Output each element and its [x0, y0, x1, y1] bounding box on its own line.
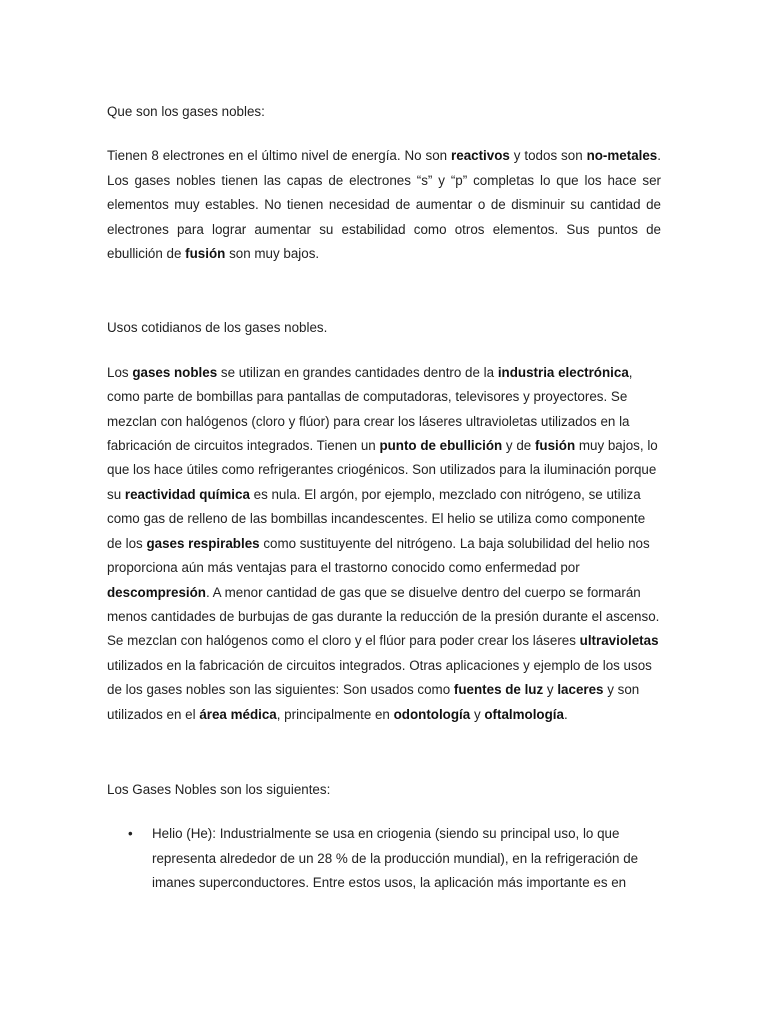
bold-term: odontología — [393, 706, 471, 722]
bold-term: fuentes de luz — [453, 682, 544, 698]
bold-term: gases respirables — [146, 535, 260, 551]
bold-term: fusión — [185, 246, 226, 262]
paragraph-noble-gases-definition: Tienen 8 electrones en el último nivel de energía. No son reactivos y todos son no-metales. Los gases nobles tienen las capas de electrones “s” y “p” completas lo que los hace ser elementos muy estables. No tienen necesidad de aumentar o de disminuir su cantidad de electrones para lograr aumentar su estabilidad como otros elementos. Sus puntos de ebullición de fusión son muy bajos. — [107, 148, 661, 262]
bold-term: industria electrónica — [497, 364, 629, 380]
bold-term: descompresión — [107, 584, 206, 600]
bold-term: ultravioletas — [579, 633, 659, 649]
section-heading-everyday-uses: Usos cotidianos de los gases nobles. — [107, 320, 328, 336]
bold-term: reactividad química — [124, 486, 250, 502]
noble-gases-list — [107, 822, 661, 895]
bold-term: área médica — [199, 706, 277, 722]
bold-term: fusión — [534, 438, 576, 454]
bold-term: no-metales — [586, 148, 658, 164]
bold-term: reactivos — [451, 148, 510, 164]
section-heading-what-are-noble-gases: Que son los gases nobles: — [107, 104, 265, 119]
bold-term: oftalmología — [484, 706, 564, 722]
paragraph-everyday-uses: Los gases nobles se utilizan en grandes cantidades dentro de la industria electrónica, como parte de bombillas para pantallas de computadoras, televisores y proyectores. Se mezclan con halógenos (cloro y flúor) para crear los láseres ultravioletas utilizados en la fabricación de circuitos integrados. Tienen un punto de ebullición y de fusión muy bajos, lo que los hace útiles como refrigerantes criogénicos. Son utilizados para la iluminación porque su reactividad química es nula. El argón, por ejemplo, mezclado con nitrógeno, se utiliza como gas de relleno de las bombillas incandescentes. El helio se utiliza como componente de los gases respirables como sustituyente del nitrógeno. La baja solubilidad del helio nos proporciona aún más ventajas para el trastorno conocido como enfermedad por descompresión. A menor cantidad de gas que se disuelve dentro del cuerpo se formarán menos cantidades de burbujas de gas durante la reducción de la presión durante el ascenso. Se mezclan con halógenos como el cloro y el flúor para poder crear los láseres ultravioletas utilizados en la fabricación de circuitos integrados. Otras aplicaciones y ejemplo de los usos de los gases nobles son las siguientes: Son usados como fuentes de luz y laceres y son utilizados en el área médica, principalmente en odontología y oftalmología. — [107, 364, 660, 722]
bold-term: gases nobles — [132, 364, 218, 380]
bold-term: laceres — [557, 682, 604, 698]
list-item-text: Helio (He): Industrialmente se usa en criogenia (siendo su principal uso, lo que representa alrededor de un 28 % de la producción mundial), en la refrigeración de imanes superconductores. Entre estos usos, la aplicación más importante es en — [152, 826, 639, 891]
list-item-helium — [128, 822, 661, 895]
bold-term: punto de ebullición — [379, 438, 503, 454]
bullet-icon: • — [128, 826, 133, 842]
section-heading-noble-gases-list: Los Gases Nobles son los siguientes: — [107, 781, 331, 797]
